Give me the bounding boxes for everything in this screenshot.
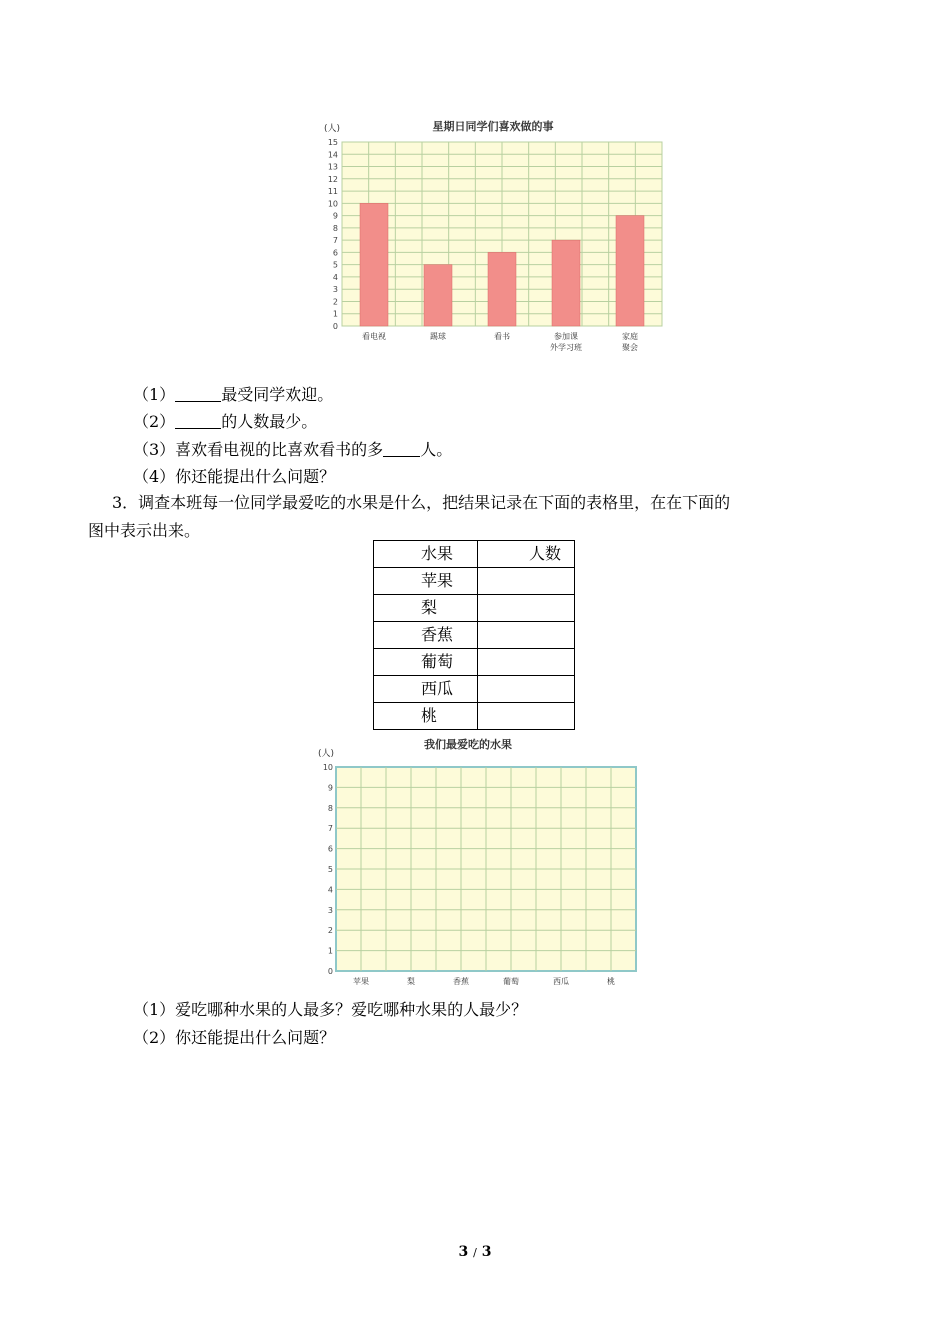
y-tick-label: 8 — [332, 223, 338, 233]
x-tick-label: 看电视 — [362, 332, 386, 341]
count-cell[interactable] — [478, 649, 575, 676]
y-axis-ticks — [328, 138, 338, 331]
x-axis-labels — [362, 331, 638, 352]
question-other: （4）你还能提出什么问题？ — [133, 467, 336, 486]
y-tick-label: 14 — [327, 150, 338, 160]
table-row — [374, 622, 575, 649]
count-cell[interactable] — [478, 595, 575, 622]
chart-title: 星期日同学们喜欢做的事 — [432, 120, 554, 133]
problem-3-line-1: 3．调查本班每一位同学最爱吃的水果是什么，把结果记录在下面的表格里，在在下面的 — [112, 493, 731, 512]
header-fruit: 水果 — [374, 541, 478, 568]
x-tick-label: 梨 — [407, 977, 415, 986]
y-tick-label: 5 — [327, 865, 333, 874]
table-row — [374, 568, 575, 595]
y-tick-label: 3 — [327, 905, 333, 915]
answer-blank[interactable] — [175, 412, 221, 429]
bar — [616, 216, 644, 326]
y-tick-label: 0 — [332, 322, 338, 331]
y-tick-label: 13 — [327, 162, 338, 172]
question-most-popular: （1） 最受同学欢迎。 — [133, 385, 334, 404]
x-tick-label: 桃 — [607, 977, 615, 986]
y-unit-label: (人) — [324, 124, 341, 134]
y-tick-label: 2 — [332, 297, 338, 307]
bar — [488, 252, 516, 326]
fruit-survey-table — [373, 540, 575, 730]
y-tick-label: 0 — [327, 967, 333, 976]
table-row — [374, 595, 575, 622]
x-tick-label: 西瓜 — [553, 977, 569, 986]
chart-title: 我们最爱吃的水果 — [424, 738, 512, 751]
question-fruit-other: （2）你还能提出什么问题？ — [133, 1028, 336, 1047]
x-tick-label: 葡萄 — [503, 977, 519, 986]
fruit-name: 葡萄 — [374, 649, 478, 676]
x-tick-label: 苹果 — [353, 977, 369, 986]
question-fruit-most-least: （1）爱吃哪种水果的人最多？爱吃哪种水果的人最少？ — [133, 1000, 528, 1019]
count-cell[interactable] — [478, 622, 575, 649]
y-tick-label: 1 — [332, 309, 338, 319]
y-unit-label: (人) — [318, 749, 335, 759]
bar — [424, 265, 452, 326]
count-cell[interactable] — [478, 568, 575, 595]
x-tick-label: 踢球 — [430, 332, 446, 341]
y-tick-label: 8 — [327, 803, 333, 813]
y-tick-label: 9 — [332, 211, 338, 221]
table-row — [374, 676, 575, 703]
count-cell[interactable] — [478, 703, 575, 730]
question-fewest-people: （2） 的人数最少。 — [133, 412, 318, 431]
y-tick-label: 7 — [327, 824, 333, 834]
x-tick-label: 外学习班 — [550, 343, 582, 352]
answer-blank[interactable] — [383, 440, 420, 457]
y-tick-label: 2 — [327, 926, 333, 936]
y-tick-label: 12 — [327, 174, 338, 184]
fruit-name: 苹果 — [374, 568, 478, 595]
y-tick-label: 1 — [327, 946, 333, 956]
y-tick-label: 4 — [332, 272, 338, 282]
count-cell[interactable] — [478, 676, 575, 703]
bar — [552, 240, 580, 326]
question-tv-vs-books: （3）喜欢看电视的比喜欢看书的多 人。 — [133, 440, 453, 459]
answer-blank[interactable] — [175, 385, 221, 402]
x-tick-label: 看书 — [494, 332, 510, 341]
table-row — [374, 703, 575, 730]
fruit-name: 西瓜 — [374, 676, 478, 703]
table-row — [374, 649, 575, 676]
x-tick-label: 参加课 — [554, 332, 578, 341]
x-tick-label: 家庭 — [622, 332, 638, 341]
y-tick-label: 10 — [327, 199, 338, 209]
fruit-name: 香蕉 — [374, 622, 478, 649]
y-tick-label: 4 — [327, 885, 333, 895]
activities-bar-chart — [318, 114, 668, 361]
fruit-bar-chart — [308, 732, 642, 992]
bar — [360, 203, 388, 326]
y-tick-label: 7 — [332, 236, 338, 246]
y-tick-label: 11 — [327, 187, 338, 197]
y-tick-label: 6 — [327, 844, 333, 854]
y-tick-label: 10 — [322, 763, 333, 772]
y-tick-label: 9 — [327, 783, 333, 793]
x-axis-labels — [353, 976, 615, 986]
header-count: 人数 — [478, 541, 575, 568]
y-tick-label: 5 — [332, 260, 338, 270]
x-tick-label: 香蕉 — [453, 977, 469, 986]
y-axis-ticks — [323, 763, 333, 976]
fruit-name: 桃 — [374, 703, 478, 730]
problem-3-line-2: 图中表示出来。 — [88, 521, 201, 540]
fruit-name: 梨 — [374, 595, 478, 622]
table-header-row — [374, 541, 575, 568]
page-number: 3 / 3 — [458, 1244, 492, 1260]
y-tick-label: 15 — [327, 138, 338, 147]
y-tick-label: 6 — [332, 248, 338, 258]
y-tick-label: 3 — [332, 285, 338, 295]
x-tick-label: 聚会 — [622, 343, 638, 352]
